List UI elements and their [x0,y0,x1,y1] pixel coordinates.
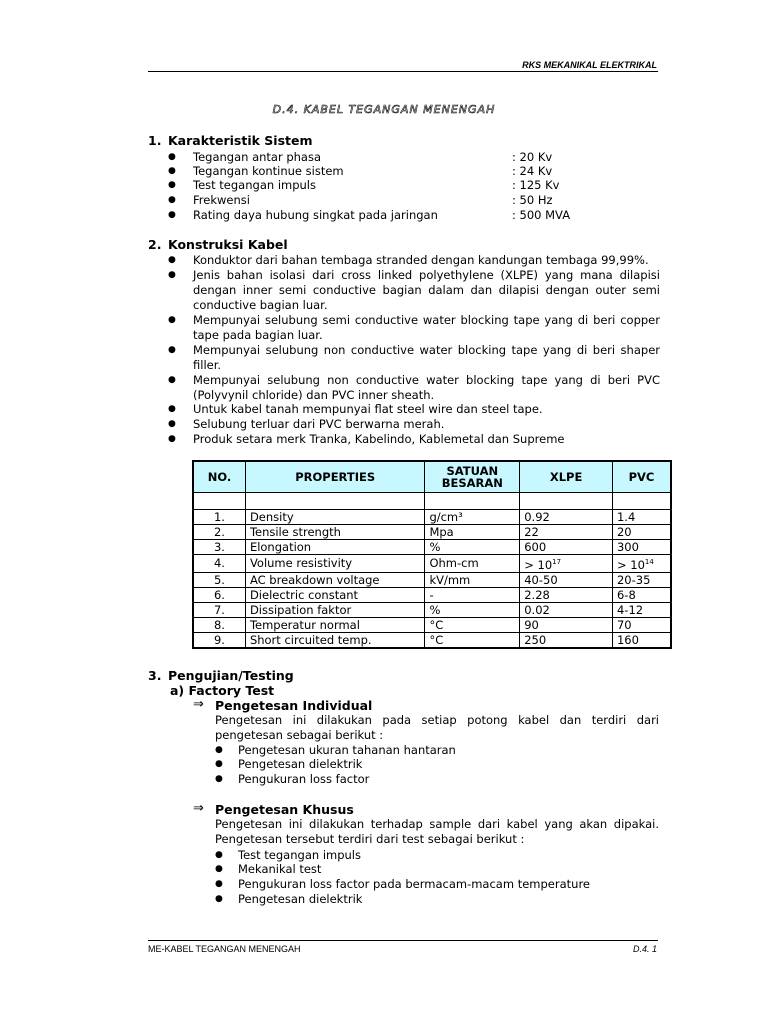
table-row [193,540,671,555]
cell-unit: % [425,602,520,617]
properties-table [192,460,672,649]
bullet-icon: ● [168,195,176,205]
cell-xlpe [520,555,613,573]
list-item: Mempunyai selubung non conductive water blocking tape yang di beri shaper filler. [193,343,660,372]
bullet-icon: ● [168,152,176,162]
page-header: RKS MEKANIKAL ELEKTRIKAL [522,60,657,70]
cell-property: Short circuited temp. [245,632,425,648]
cell-no: 5. [193,572,245,587]
list-item: Mekanikal test [238,862,322,876]
section-2-number: 2. [148,237,162,252]
bullet-icon: ● [168,315,176,325]
document-title: D.4. KABEL TEGANGAN MENENGAH [272,103,496,116]
bullet-icon: ● [215,774,223,784]
cell-property: Temperatur normal [245,617,425,632]
section-1-title: Karakteristik Sistem [168,133,313,148]
table-row [193,632,671,648]
bullet-icon: ● [215,745,223,755]
footer-rule [148,940,658,941]
list-item: Pengetesan dielektrik [238,757,363,771]
special-test-title: Pengetesan Khusus [215,802,354,817]
table-row [193,572,671,587]
spec-label: Tegangan kontinue sistem [193,164,344,178]
cell-no: 2. [193,525,245,540]
list-item: Jenis bahan isolasi dari cross linked polyethylene (XLPE) yang mana dilapisi dengan inner semi conductive bagian dalam dan dilapisi dengan outer semi conductive bagian luar. [193,268,660,312]
table-header-row [193,461,671,493]
cell-pvc: 1.4 [612,510,671,525]
header-xlpe: XLPE [520,461,613,493]
footer-page-number: D.4. 1 [632,944,657,954]
bullet-icon: ● [168,404,176,414]
bullet-icon: ● [168,270,176,280]
cell-no: 4. [193,555,245,573]
cell-no: 1. [193,510,245,525]
cell-xlpe: 0.02 [520,602,613,617]
individual-test-title: Pengetesan Individual [215,698,373,713]
list-item: Test tegangan impuls [238,848,361,862]
section-2-title: Konstruksi Kabel [168,237,288,252]
cell-no: 3. [193,540,245,555]
table-row [193,510,671,525]
header-no: NO. [193,461,245,493]
cell-pvc: 300 [612,540,671,555]
cell-xlpe: 0.92 [520,510,613,525]
list-item: Konduktor dari bahan tembaga stranded dengan kandungan tembaga 99,99%. [193,253,649,267]
xlpe-exponent: 17 [552,558,562,566]
subsection-a-title: a) Factory Test [170,683,275,698]
cell-unit: kV/mm [425,572,520,587]
cell-property: Elongation [245,540,425,555]
list-item: Pengukuran loss factor pada bermacam-macam temperature [238,877,590,891]
cell-xlpe: 40-50 [520,572,613,587]
bullet-icon: ● [215,864,223,874]
bullet-icon: ● [168,166,176,176]
bullet-icon: ● [168,419,176,429]
cell-no: 6. [193,587,245,602]
list-item: Untuk kabel tanah mempunyai flat steel wire dan steel tape. [193,402,543,416]
spec-label: Frekwensi [193,193,250,207]
cell-xlpe: 600 [520,540,613,555]
cell-xlpe: 90 [520,617,613,632]
pvc-base: > 10 [616,557,645,572]
list-item: Pengetesan dielektrik [238,892,363,906]
bullet-icon: ● [215,759,223,769]
cell-unit: g/cm³ [425,510,520,525]
bullet-icon: ● [215,850,223,860]
cell-unit: Mpa [425,525,520,540]
cell-unit: °C [425,632,520,648]
cell-property: Dissipation faktor [245,602,425,617]
cell-xlpe: 22 [520,525,613,540]
xlpe-base: > 10 [524,557,553,572]
table-row [193,617,671,632]
cell-pvc: 4-12 [612,602,671,617]
cell-unit: Ohm-cm [425,555,520,573]
spec-value: : 125 Kv [512,178,560,192]
list-item: Mempunyai selubung semi conductive water blocking tape yang di beri copper tape pada bagian luar. [193,313,660,342]
section-1-number: 1. [148,133,162,148]
bullet-icon: ● [168,434,176,444]
header-satuan: SATUAN BESARAN [425,461,520,493]
spec-label: Test tegangan impuls [193,178,316,192]
bullet-icon: ● [168,180,176,190]
bullet-icon: ● [168,345,176,355]
table-row-blank [193,493,671,510]
bullet-icon: ● [215,894,223,904]
bullet-icon: ● [168,255,176,265]
cell-pvc [612,555,671,573]
bullet-icon: ● [215,879,223,889]
cell-xlpe: 250 [520,632,613,648]
list-item: Pengetesan ukuran tahanan hantaran [238,743,456,757]
cell-pvc: 20 [612,525,671,540]
cell-unit: - [425,587,520,602]
cell-property: Volume resistivity [245,555,425,573]
cell-pvc: 20-35 [612,572,671,587]
table-row [193,525,671,540]
cell-pvc: 6-8 [612,587,671,602]
cell-no: 8. [193,617,245,632]
cell-pvc: 70 [612,617,671,632]
header-properties: PROPERTIES [245,461,425,493]
spec-value: : 50 Hz [512,193,553,207]
cell-xlpe: 2.28 [520,587,613,602]
arrow-right-icon: ⇒ [193,801,204,816]
spec-value: : 20 Kv [512,150,553,164]
table-row [193,587,671,602]
individual-test-intro: Pengetesan ini dilakukan pada setiap potong kabel dan terdiri dari pengetesan sebagai berikut : [215,713,659,742]
bullet-icon: ● [168,375,176,385]
header-pvc: PVC [612,461,671,493]
cell-property: Density [245,510,425,525]
special-test-intro: Pengetesan ini dilakukan terhadap sample dari kabel yang akan dipakai. Pengetesan tersebut terdiri dari test sebagai berikut : [215,817,659,846]
bullet-icon: ● [168,210,176,220]
cell-unit: % [425,540,520,555]
spec-label: Tegangan antar phasa [193,150,322,164]
spec-label: Rating daya hubung singkat pada jaringan [193,208,438,222]
footer-document-name: ME-KABEL TEGANGAN MENENGAH [148,944,301,954]
list-item: Selubung terluar dari PVC berwarna merah. [193,417,445,431]
spec-value: : 500 MVA [512,208,571,222]
section-3-number: 3. [148,668,162,683]
cell-property: Dielectric constant [245,587,425,602]
list-item: Mempunyai selubung non conductive water blocking tape yang di beri PVC (Polyvynil chloride) dan PVC inner sheath. [193,373,660,402]
header-rule [148,71,658,72]
section-3-title: Pengujian/Testing [168,668,294,683]
cell-property: AC breakdown voltage [245,572,425,587]
cell-property: Tensile strength [245,525,425,540]
list-item: Pengukuran loss factor [238,772,370,786]
cell-pvc: 160 [612,632,671,648]
cell-no: 9. [193,632,245,648]
cell-unit: °C [425,617,520,632]
table-row [193,602,671,617]
cell-no: 7. [193,602,245,617]
arrow-right-icon: ⇒ [193,697,204,712]
spec-value: : 24 Kv [512,164,553,178]
pvc-exponent: 14 [644,558,654,566]
list-item: Produk setara merk Tranka, Kabelindo, Kablemetal dan Supreme [193,432,565,446]
table-row [193,555,671,573]
